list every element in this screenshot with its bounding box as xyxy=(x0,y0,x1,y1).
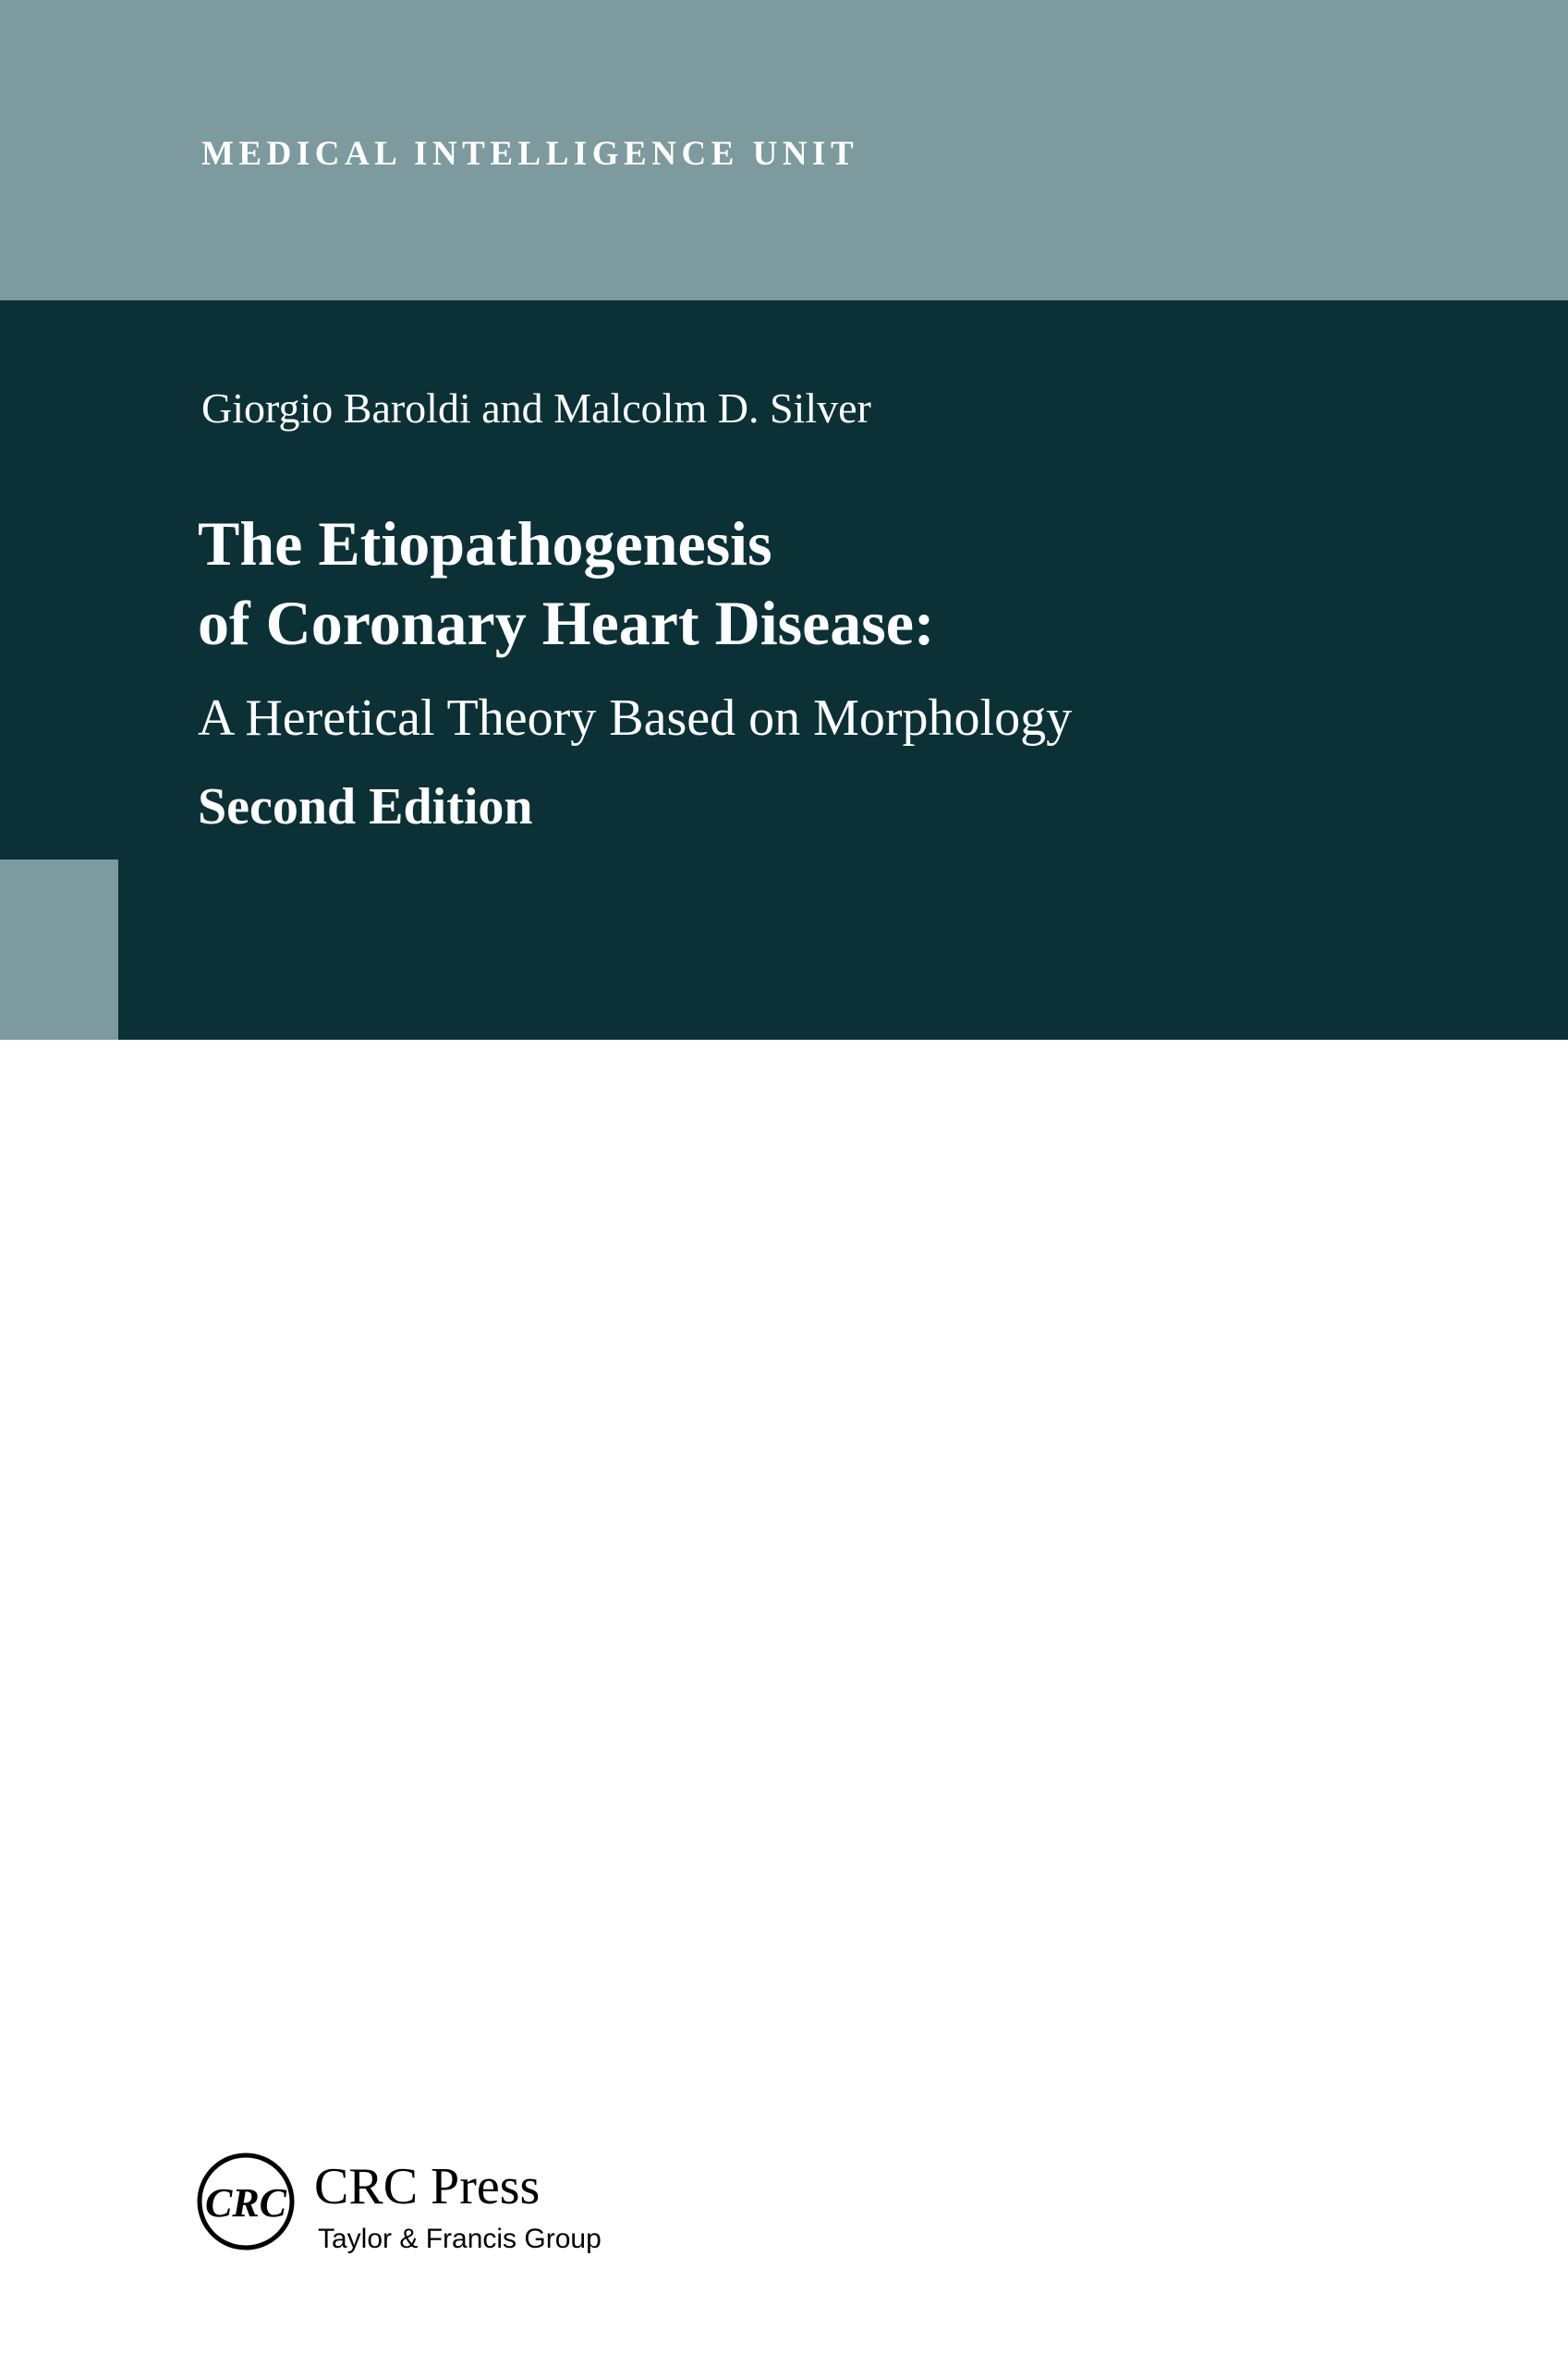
book-title-line-2: of Coronary Heart Disease: xyxy=(198,588,935,658)
publisher-logo xyxy=(196,2144,676,2283)
series-title: MEDICAL INTELLIGENCE UNIT xyxy=(201,135,859,173)
accent-square xyxy=(0,860,118,1040)
publisher-group: Taylor & Francis Group xyxy=(318,2224,602,2254)
publisher-name: CRC Press xyxy=(314,2158,541,2215)
crc-circle-icon xyxy=(196,2152,296,2251)
book-edition: Second Edition xyxy=(198,778,533,835)
authors: Giorgio Baroldi and Malcolm D. Silver xyxy=(201,384,871,432)
book-subtitle: A Heretical Theory Based on Morphology xyxy=(198,689,1073,747)
series-band xyxy=(0,0,1568,300)
title-block xyxy=(198,504,1445,844)
svg-text:CRC: CRC xyxy=(204,2180,287,2226)
book-title-line-1: The Etiopathogenesis xyxy=(198,508,772,579)
